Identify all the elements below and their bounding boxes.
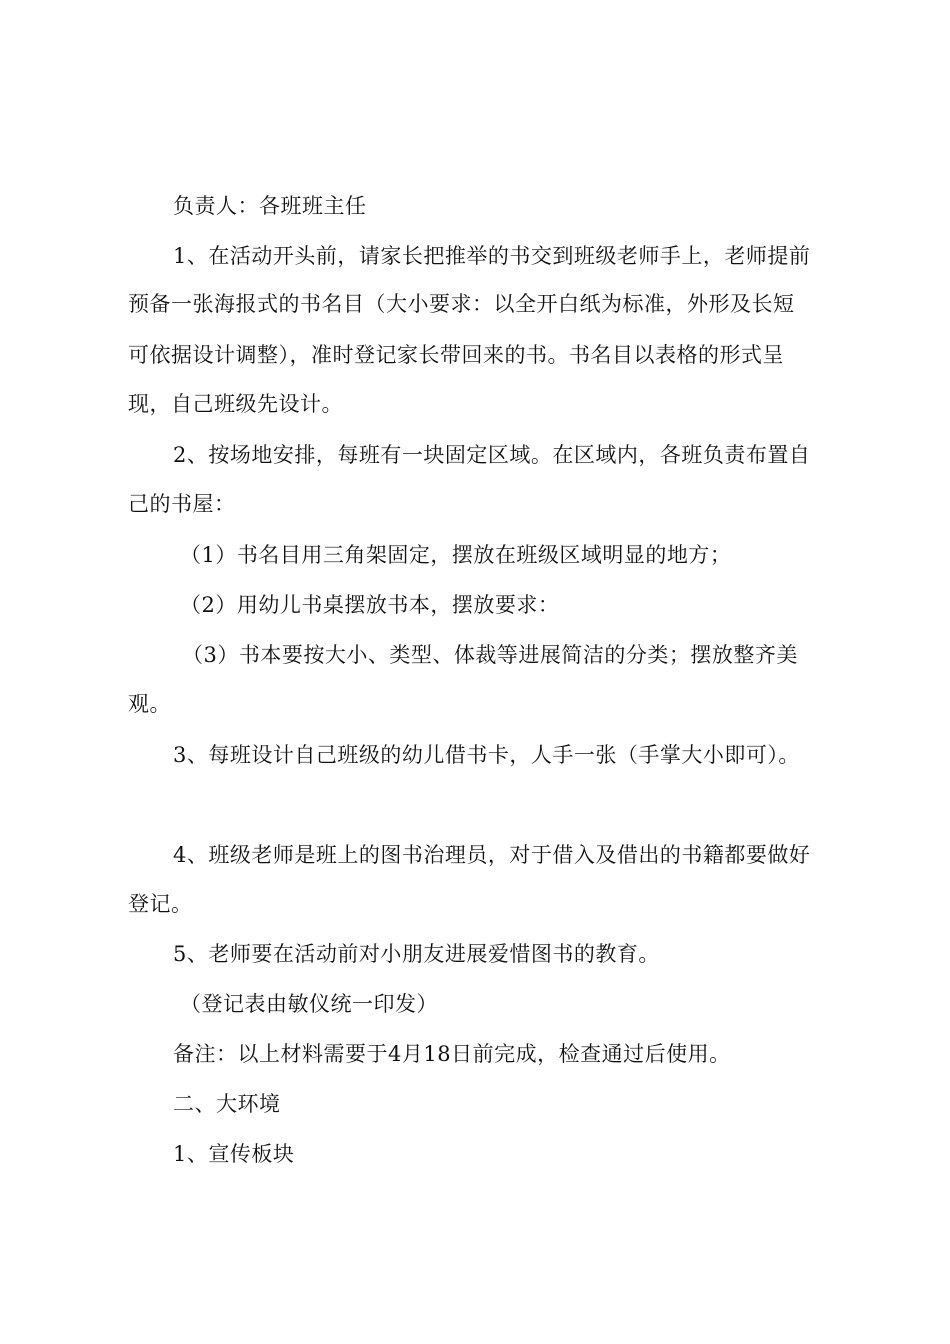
- paragraph-4-line-1: 4、班级老师是班上的图书治理员，对于借入及借出的书籍都要做好: [173, 843, 811, 867]
- section-2-item-1: 1、宣传板块: [173, 1142, 295, 1166]
- responsible-line: 负责人：各班班主任: [173, 194, 367, 218]
- sub-item-3-line-2: 观。: [128, 692, 171, 716]
- paragraph-4-line-2: 登记。: [128, 892, 193, 916]
- sub-item-3-line-1: （3）书本要按大小、类型、体裁等进展简洁的分类；摆放整齐美: [182, 643, 798, 667]
- sub-item-2: （2）用幼儿书桌摆放书本，摆放要求：: [180, 593, 560, 617]
- paragraph-2-line-1: 2、按场地安排，每班有一块固定区域。在区域内，各班负责布置自: [173, 443, 811, 467]
- note-deadline: 备注：以上材料需要于4月18日前完成，检查通过后使用。: [173, 1042, 731, 1066]
- sub-item-1: （1）书名目用三角架固定，摆放在班级区域明显的地方；: [180, 543, 732, 567]
- paragraph-2-line-2: 己的书屋：: [128, 492, 236, 516]
- note-registration-form: （登记表由敏仪统一印发）: [180, 992, 438, 1016]
- paragraph-1-line-2: 预备一张海报式的书名目（大小要求：以全开白纸为标准，外形及长短: [128, 292, 795, 316]
- paragraph-5: 5、老师要在活动前对小朋友进展爱惜图书的教育。: [173, 942, 660, 966]
- paragraph-1-line-1: 1、在活动开头前，请家长把推举的书交到班级老师手上，老师提前: [173, 244, 811, 268]
- paragraph-1-line-4: 现，自己班级先设计。: [128, 392, 343, 416]
- section-2-heading: 二、大环境: [173, 1092, 281, 1116]
- paragraph-1-line-3: 可依据设计调整），准时登记家长带回来的书。书名目以表格的形式呈: [128, 343, 784, 367]
- paragraph-3: 3、每班设计自己班级的幼儿借书卡，人手一张（手掌大小即可）。: [173, 743, 800, 767]
